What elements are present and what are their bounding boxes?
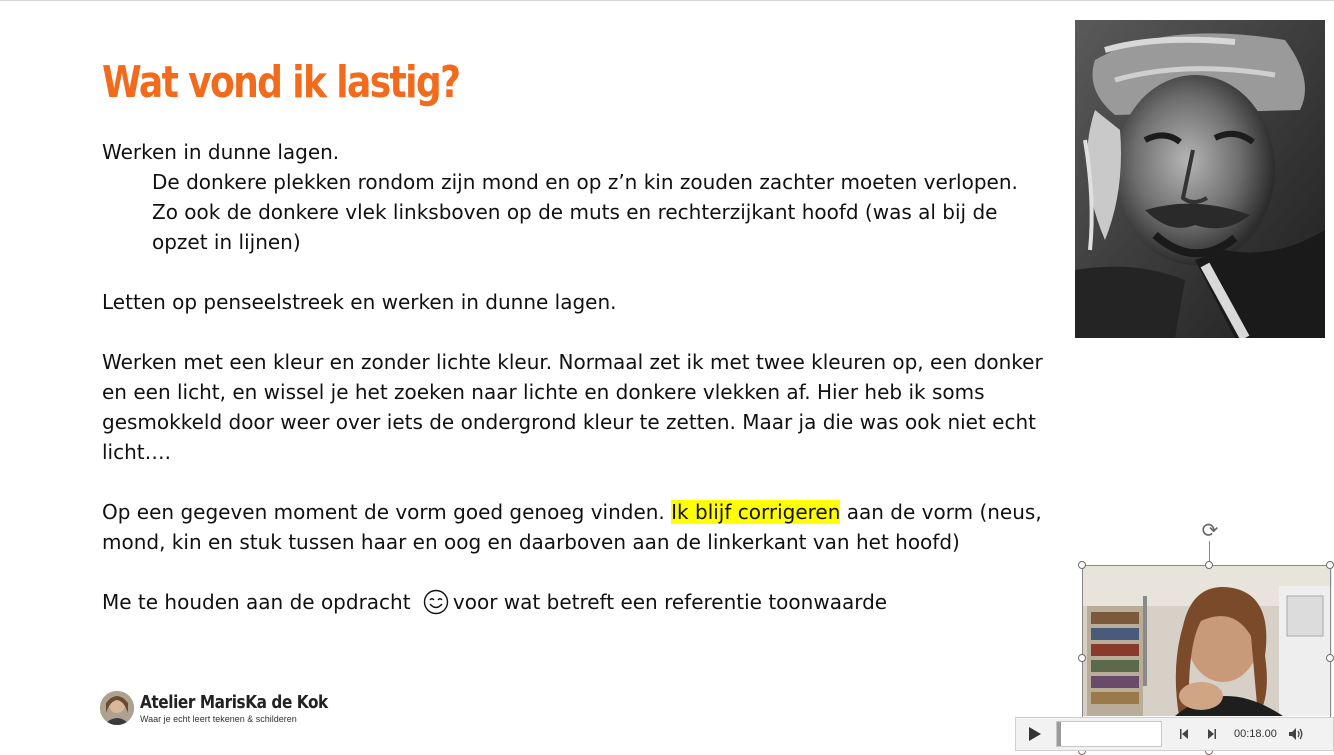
volume-icon [1288,727,1304,741]
paragraph-line: mond, kin en stuk tussen haar en oog en daarboven aan de linkerkant van het hoofd) [102,530,960,554]
paragraph-gap [102,467,1062,497]
video-thumbnail-drawing [1083,566,1332,716]
paragraph-line: licht…. [102,440,171,464]
video-frame[interactable] [1083,566,1332,716]
paragraph-line: Zo ook de donkere vlek linksboven op de muts en rechterzijkant hoofd (was al bij de [152,200,998,224]
smiley-icon [423,589,449,615]
portrait-painting-image[interactable] [1075,20,1325,338]
slide-body [102,137,1062,617]
resize-handle-top[interactable] [1205,561,1213,569]
brand-footer [100,691,361,725]
resize-handle-top-right[interactable] [1326,561,1334,569]
play-icon [1028,726,1042,742]
paragraph-line: gesmokkeld door weer over iets de ondergrond kleur te zetten. Maar ja die was ook niet echt [102,410,1036,434]
skip-forward-button[interactable] [1198,721,1224,747]
resize-handle-top-left[interactable] [1078,561,1086,569]
skip-back-button[interactable] [1172,721,1198,747]
paragraph-line [102,497,1062,527]
rotate-icon[interactable]: ⟳ [1201,520,1219,542]
play-button[interactable] [1022,721,1048,747]
resize-handle-right[interactable] [1326,654,1334,662]
video-progress-fill [1057,722,1061,746]
video-time: 00:18.00 [1234,728,1277,740]
paragraph-line: Werken met een kleur en zonder lichte kleur. Normaal zet ik met twee kleuren op, een donker [102,350,1043,374]
volume-button[interactable] [1283,721,1309,747]
video-progress-bar[interactable] [1056,721,1162,747]
avatar-drawing [100,691,134,725]
brand-text [140,692,361,724]
brand-name: Atelier MarisKa de Kok [140,692,328,713]
highlighted-text: Ik blijf corrigeren [671,500,841,524]
paragraph-line: opzet in lijnen) [152,230,301,254]
paragraph-gap [102,317,1062,347]
paragraph-line [102,587,1062,617]
text-run: Me te houden aan de opdracht [102,590,417,614]
text-run: aan de vorm (neus, [840,500,1042,524]
painting-drawing [1075,20,1325,338]
slide-title: Wat vond ik lastig? [102,57,460,108]
paragraph-gap [102,257,1062,287]
resize-handle-left[interactable] [1078,654,1086,662]
paragraph-gap [102,557,1062,587]
text-run: voor wat betreft een referentie toonwaarde [452,590,888,614]
paragraph-line: en een licht, en wissel je het zoeken naar lichte en donkere vlekken af. Hier heb ik soms [102,380,985,404]
text-run: Op een gegeven moment de vorm goed genoeg vinden. [102,500,672,524]
skip-forward-icon [1205,728,1217,740]
paragraph-line: De donkere plekken rondom zijn mond en op z’n kin zouden zachter moeten verlopen. [152,170,1018,194]
skip-back-icon [1179,728,1191,740]
paragraph-line: Werken in dunne lagen. [102,140,340,164]
video-controls [1015,717,1334,751]
paragraph-line: Letten op penseelstreek en werken in dunne lagen. [102,290,617,314]
brand-tagline: Waar je echt leert tekenen & schilderen [140,714,297,724]
brand-avatar [100,691,134,725]
